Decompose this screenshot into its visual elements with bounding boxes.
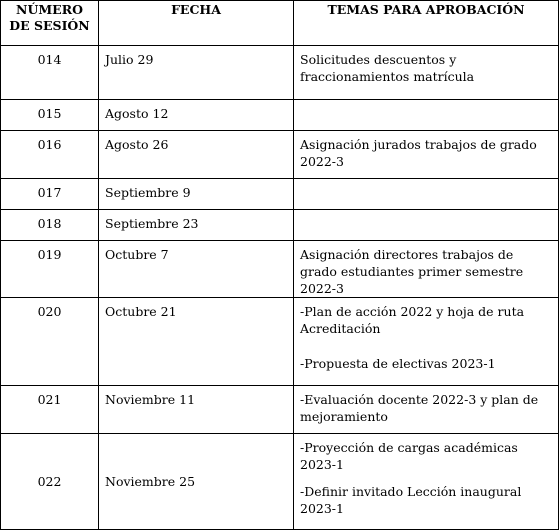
table-row <box>1 386 559 434</box>
session-topics <box>294 434 559 530</box>
session-date: Septiembre 9 <box>99 179 294 210</box>
topic-item: -Proyección de cargas académicas 2023-1 <box>300 440 518 472</box>
table-row <box>1 298 559 386</box>
session-number: 015 <box>1 100 99 131</box>
session-topics <box>294 179 559 210</box>
session-topics <box>294 100 559 131</box>
session-topics <box>294 131 559 179</box>
session-number: 016 <box>1 131 99 179</box>
topic-item: Asignación directores trabajos de grado estudiantes primer semestre 2022-3 <box>300 247 524 296</box>
session-topics <box>294 46 559 100</box>
table-row <box>1 241 559 298</box>
session-date: Noviembre 25 <box>99 434 294 530</box>
session-date: Noviembre 11 <box>99 386 294 434</box>
session-topics <box>294 298 559 386</box>
table-row <box>1 179 559 210</box>
header-session-number: NÚMERO DE SESIÓN <box>1 1 99 46</box>
session-number: 019 <box>1 241 99 298</box>
header-topics: TEMAS PARA APROBACIÓN <box>294 1 559 46</box>
session-date: Octubre 7 <box>99 241 294 298</box>
table-row <box>1 100 559 131</box>
topic-item: Asignación jurados trabajos de grado 2022-3 <box>300 137 537 169</box>
session-number: 022 <box>1 434 99 530</box>
session-number: 021 <box>1 386 99 434</box>
table-row <box>1 46 559 100</box>
session-date: Septiembre 23 <box>99 210 294 241</box>
table-row <box>1 131 559 179</box>
session-topics <box>294 386 559 434</box>
topic-item: -Definir invitado Lección inaugural 2023-1 <box>300 484 522 516</box>
session-topics <box>294 210 559 241</box>
topic-item: Solicitudes descuentos y fraccionamientos matrícula <box>300 52 475 84</box>
session-date: Julio 29 <box>99 46 294 100</box>
session-number: 020 <box>1 298 99 386</box>
topic-item: -Evaluación docente 2022-3 y plan de mejoramiento <box>300 392 539 424</box>
session-number: 017 <box>1 179 99 210</box>
table-row <box>1 434 559 530</box>
session-number: 018 <box>1 210 99 241</box>
table-header-row <box>1 1 559 46</box>
topic-item: -Plan de acción 2022 y hoja de ruta Acreditación <box>300 304 525 336</box>
session-topics <box>294 241 559 298</box>
session-date: Octubre 21 <box>99 298 294 386</box>
session-date: Agosto 26 <box>99 131 294 179</box>
topic-item: -Propuesta de electivas 2023-1 <box>300 356 496 371</box>
header-date: FECHA <box>99 1 294 46</box>
session-number: 014 <box>1 46 99 100</box>
table-row <box>1 210 559 241</box>
session-date: Agosto 12 <box>99 100 294 131</box>
